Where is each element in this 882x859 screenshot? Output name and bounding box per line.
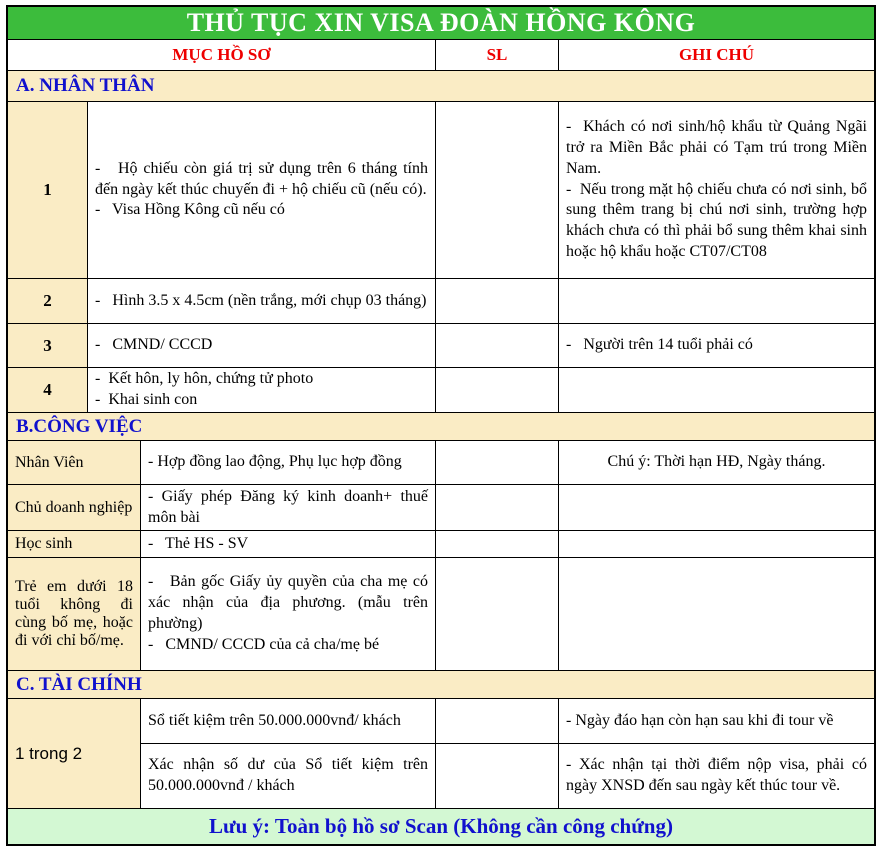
records-cell [88, 102, 436, 278]
notes-cell [559, 324, 874, 367]
note-item: Chú ý: Thời hạn HĐ, Ngày tháng. [607, 453, 826, 471]
record-item: - Hợp đồng lao động, Phụ lục hợp đồng [148, 453, 402, 471]
note-item: - Ngày đáo hạn còn hạn sau khi đi tour về [566, 711, 834, 729]
footer-note: Lưu ý: Toàn bộ hồ sơ Scan (Không cần công chứng) [8, 809, 874, 844]
quantity-cell [436, 558, 559, 670]
records-cell [141, 485, 436, 530]
notes-cell [559, 279, 874, 323]
records-cell [88, 368, 436, 412]
c-subrows [141, 699, 874, 808]
quantity-cell [436, 324, 559, 367]
column-header-notes: GHI CHÚ [678, 45, 755, 64]
records-cell [88, 324, 436, 367]
notes-cell [559, 485, 874, 530]
table-row-a2 [8, 279, 874, 324]
notes-cell [559, 368, 874, 412]
records-cell [141, 558, 436, 670]
record-item: - Hình 3.5 x 4.5cm (nền trắng, mới chụp 03 tháng) [95, 291, 427, 309]
quantity-cell [436, 279, 559, 323]
column-header-records: MỤC HỒ SƠ [8, 40, 436, 70]
records-cell [141, 699, 436, 743]
records-cell [88, 279, 436, 323]
notes-cell [559, 441, 874, 484]
row-label: Nhân Viên [8, 441, 141, 484]
notes-cell [559, 102, 874, 278]
document-title: THỦ TỤC XIN VISA ĐOÀN HỒNG KÔNG [8, 7, 874, 40]
note-item: - Nếu trong mặt hộ chiếu chưa có nơi sinh, bổ sung thêm trang bị chú nơi sinh, trường hợp khách chưa có thì phải bổ sung thêm khai sinh hoặc hộ khẩu hoặc CT07/CT08 [566, 180, 867, 260]
row-label: Chủ doanh nghiệp [8, 485, 141, 530]
note-item: - Người trên 14 tuổi phải có [566, 336, 753, 354]
quantity-cell [436, 531, 559, 557]
record-item: - Bản gốc Giấy ủy quyền của cha mẹ có xác nhận của địa phương. (mẫu trên phường) [148, 573, 428, 632]
row-number: 2 [8, 279, 88, 323]
table-row-b3 [8, 531, 874, 558]
quantity-cell [436, 485, 559, 530]
quantity-cell [436, 699, 559, 743]
notes-cell [559, 744, 874, 808]
row-label: Trẻ em dưới 18 tuổi không đi cùng bố mẹ, hoặc đi với chỉ bố/mẹ. [8, 558, 141, 670]
quantity-cell [436, 368, 559, 412]
table-row-a1 [8, 102, 874, 279]
records-cell [141, 531, 436, 557]
notes-cell [559, 558, 874, 670]
record-item: - Khai sinh con [95, 391, 198, 408]
record-item: - CMND/ CCCD của cả cha/mẹ bé [148, 635, 380, 653]
row-number: 3 [8, 324, 88, 367]
record-item: - Giấy phép Đăng ký kinh doanh+ thuế môn bài [148, 487, 428, 526]
row-number: 1 [8, 102, 88, 278]
row-label: Học sinh [8, 531, 141, 557]
column-header-quantity: SL [436, 40, 559, 70]
row-label: 1 trong 2 [8, 699, 141, 808]
section-a-heading: A. NHÂN THÂN [8, 71, 874, 102]
quantity-cell [436, 441, 559, 484]
section-c-heading: C. TÀI CHÍNH [8, 671, 874, 699]
note-item: - Xác nhận tại thời điểm nộp visa, phải có ngày XNSD đến sau ngày kết thúc tour về. [566, 756, 867, 794]
notes-cell [559, 531, 874, 557]
record-item: Sổ tiết kiệm trên 50.000.000vnđ/ khách [148, 711, 401, 729]
visa-procedure-table [6, 5, 876, 846]
table-row-a4 [8, 368, 874, 413]
column-header-row [8, 40, 874, 71]
table-row-c [8, 699, 874, 809]
records-cell [141, 441, 436, 484]
record-item: - Hộ chiếu còn giá trị sử dụng trên 6 tháng tính đến ngày kết thúc chuyến đi + hộ chiếu cũ (nếu có). [95, 159, 428, 198]
quantity-cell [436, 744, 559, 808]
records-cell [141, 744, 436, 808]
record-item: - Kết hôn, ly hôn, chứng tử photo [95, 370, 314, 388]
table-row-c1 [141, 699, 874, 744]
record-item: Xác nhận số dư của Sổ tiết kiệm trên 50.000.000vnđ / khách [148, 756, 428, 794]
notes-cell [559, 699, 874, 743]
quantity-cell [436, 102, 559, 278]
row-number: 4 [8, 368, 88, 412]
table-row-b2 [8, 485, 874, 531]
record-item: - Visa Hồng Kông cũ nếu có [95, 201, 285, 219]
record-item: - Thẻ HS - SV [148, 534, 249, 552]
note-item: - Khách có nơi sinh/hộ khẩu từ Quảng Ngãi trở ra Miền Bắc phải có Tạm trú trong Miền Nam. [566, 118, 867, 177]
section-b-heading: B.CÔNG VIỆC [8, 413, 874, 441]
table-row-c2 [141, 744, 874, 808]
table-row-b1 [8, 441, 874, 485]
record-item: - CMND/ CCCD [95, 336, 213, 354]
table-row-b4 [8, 558, 874, 671]
table-row-a3 [8, 324, 874, 368]
